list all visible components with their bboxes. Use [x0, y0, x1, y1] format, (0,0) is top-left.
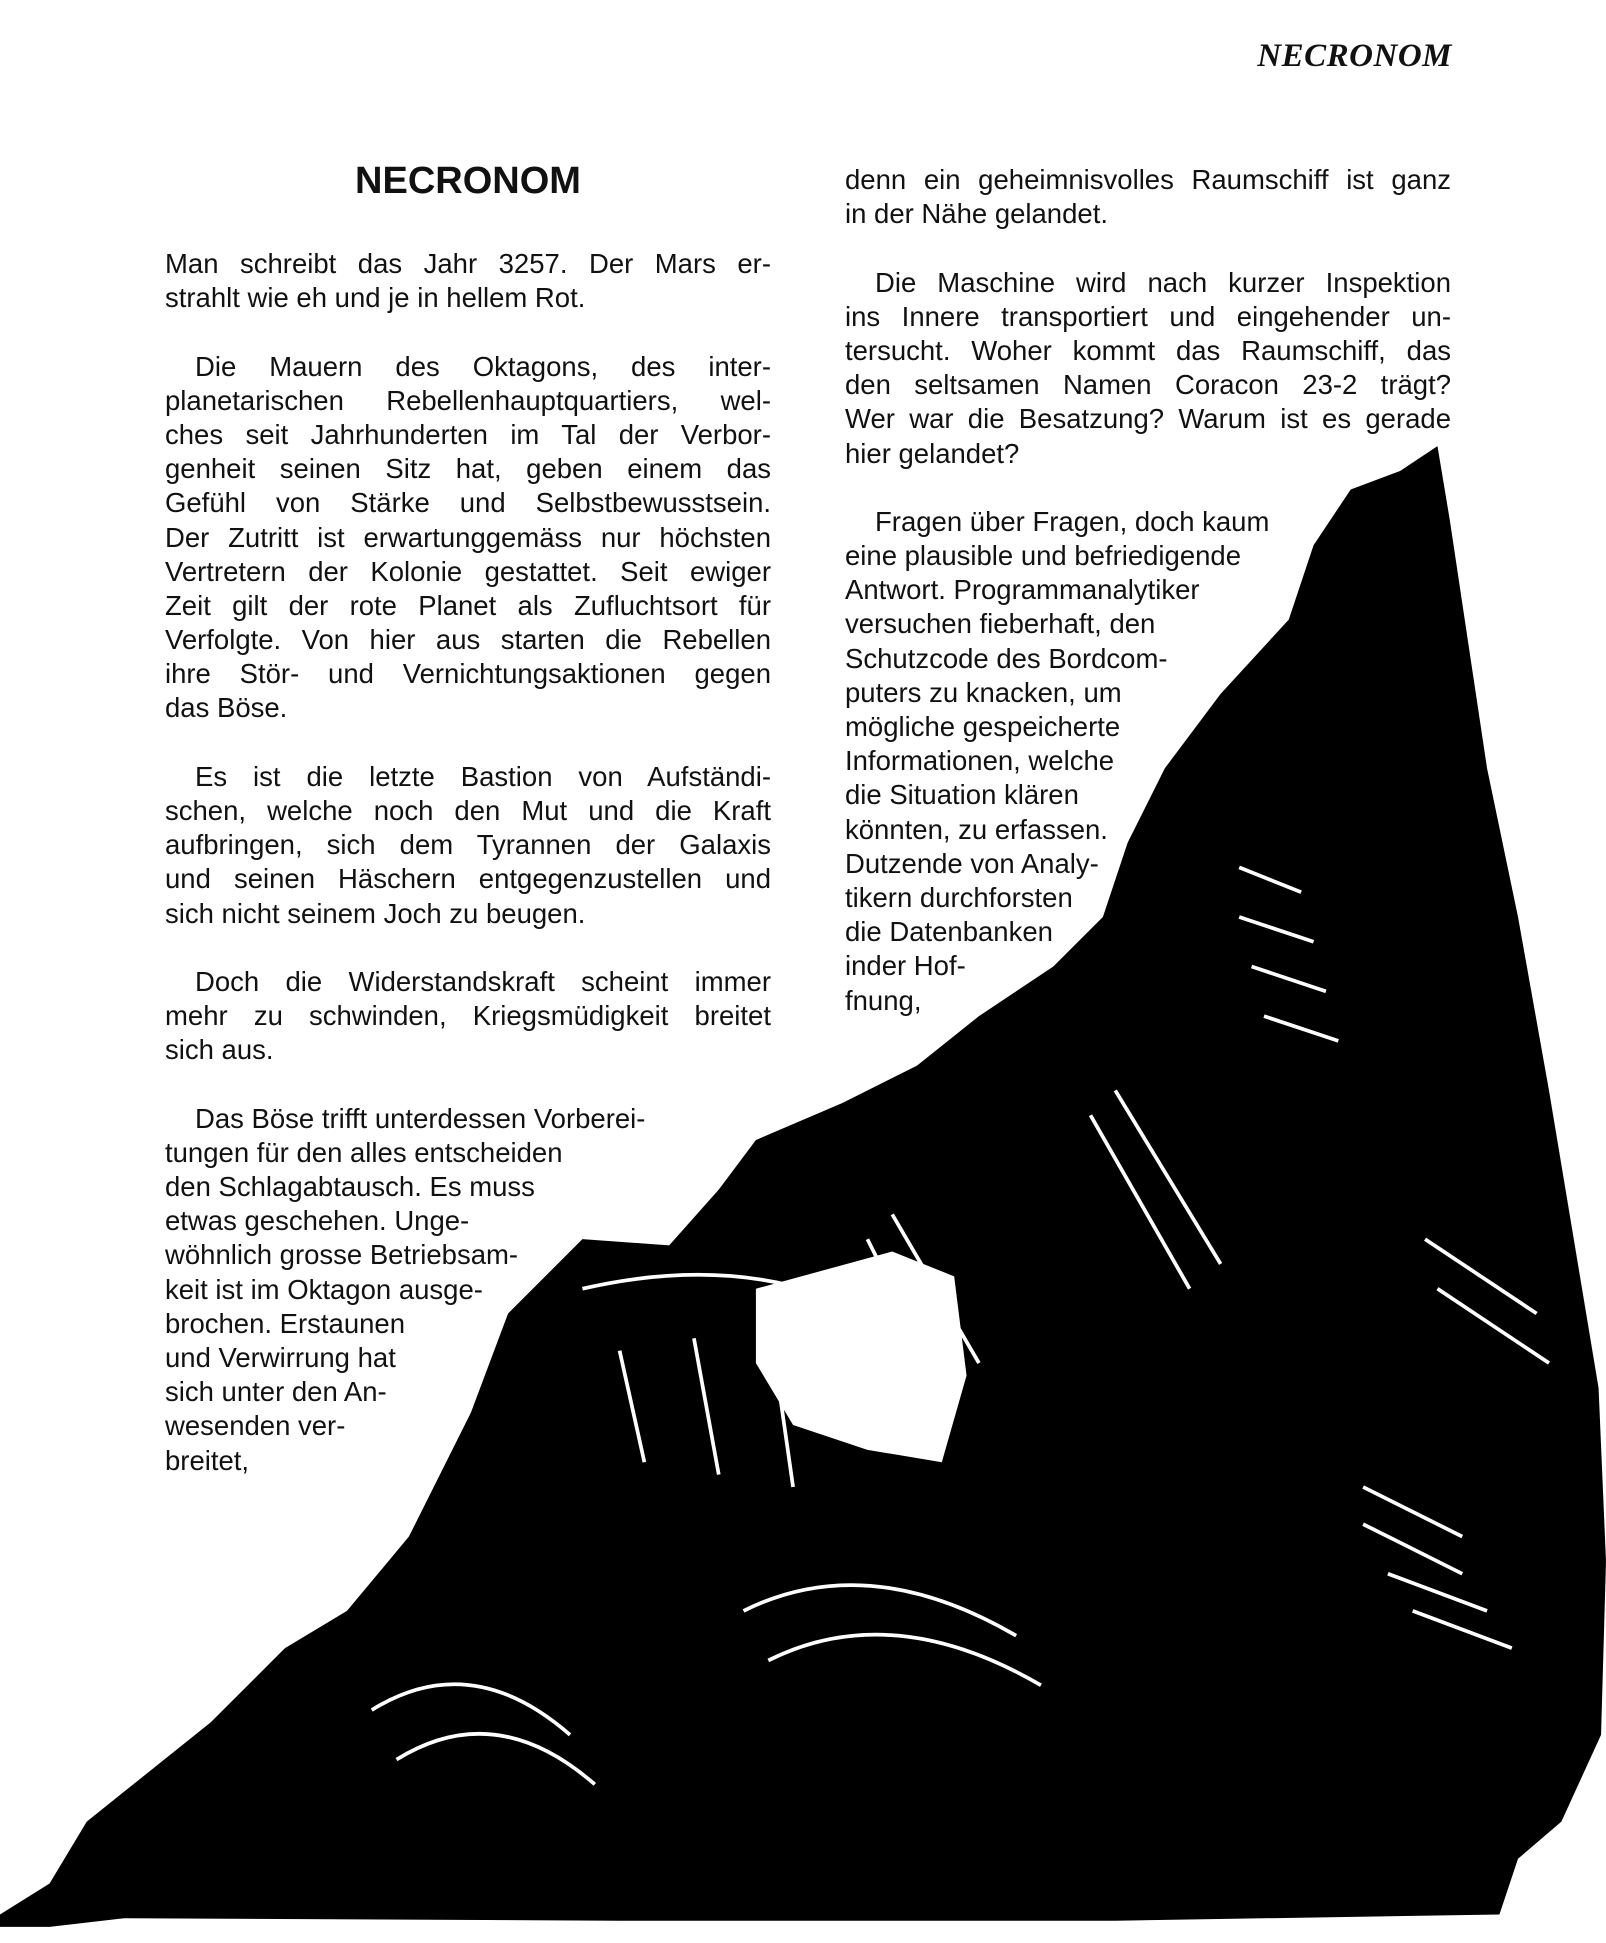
text-line: Informationen, welche	[845, 745, 1115, 777]
text-line: mehr zu schwinden, Kriegsmüdigkeit breitet	[165, 1000, 771, 1032]
text-line: Zeit gilt der rote Planet als Zufluchtsort für	[165, 589, 771, 621]
left-column	[165, 247, 771, 1512]
text-line: Vertretern der Kolonie gestattet. Seit ewiger	[165, 555, 771, 587]
text-line: sich nicht seinem Joch zu beugen.	[165, 897, 586, 929]
paragraph	[845, 163, 1451, 231]
text-line: wöhnlich grosse Betriebsam-	[165, 1239, 519, 1271]
text-line: genheit seinen Sitz hat, geben einem das	[165, 453, 771, 485]
text-line: Dutzende von Analy-	[845, 847, 1099, 879]
text-line: Fragen über Fragen, doch kaum	[875, 505, 1270, 537]
text-line: Schutzcode des Bordcom-	[845, 642, 1168, 674]
text-line: und Verwirrung hat	[165, 1342, 396, 1373]
text-line: Das Böse trifft unterdessen Vorberei-	[195, 1102, 646, 1134]
text-line: tikern durchforsten	[845, 881, 1073, 913]
paragraph	[845, 266, 1451, 471]
paragraph	[165, 350, 771, 726]
text-line: Die Maschine wird nach kurzer Inspektion	[875, 266, 1451, 298]
text-line: sich unter den An-	[165, 1376, 387, 1408]
text-line: könnten, zu erfassen.	[845, 813, 1108, 845]
page-title: NECRONOM	[355, 160, 581, 202]
text-line: sich aus.	[165, 1034, 274, 1066]
text-line: und seinen Häschern entgegenzustellen und	[165, 863, 771, 895]
text-line: etwas geschehen. Unge-	[165, 1205, 470, 1237]
text-line: keit ist im Oktagon ausge-	[165, 1273, 483, 1305]
text-line: den Schlagabtausch. Es muss	[165, 1171, 535, 1203]
text-line: in der Nähe gelandet.	[845, 198, 1108, 230]
text-line: Es ist die letzte Bastion von Aufständi-	[195, 760, 771, 792]
paragraph	[845, 505, 1451, 1018]
text-line: strahlt wie eh und je in hellem Rot.	[165, 282, 586, 314]
text-line: puters zu knacken, um	[845, 676, 1122, 708]
text-line: hier gelandet?	[845, 437, 1020, 469]
text-line: tersucht. Woher kommt das Raumschiff, das	[845, 334, 1451, 366]
text-line: denn ein geheimnisvolles Raumschiff ist ganz	[845, 164, 1451, 195]
text-line: Verfolgte. Von hier aus starten die Rebellen	[165, 624, 771, 656]
paragraph	[165, 247, 771, 315]
text-line: brochen. Erstaunen	[165, 1307, 406, 1339]
paragraph	[165, 965, 771, 1068]
text-line: ihre Stör- und Vernichtungsaktionen gegen	[165, 658, 771, 690]
text-line: die Situation klären	[845, 779, 1079, 811]
text-line: den seltsamen Namen Coracon 23-2 trägt?	[845, 369, 1451, 401]
text-line: Gefühl von Stärke und Selbstbewusstsein.	[165, 487, 771, 519]
text-line: aufbringen, sich dem Tyrannen der Galaxis	[165, 829, 771, 861]
text-line: wesenden ver-	[165, 1410, 346, 1442]
text-line: Die Mauern des Oktagons, des inter-	[195, 350, 771, 382]
text-line: Antwort. Programmanalytiker	[845, 574, 1200, 606]
text-line: tungen für den alles entscheiden	[165, 1136, 563, 1168]
paragraph	[165, 1102, 771, 1478]
right-column	[845, 163, 1451, 1052]
paragraph	[165, 760, 771, 931]
text-line: ches seit Jahrhunderten im Tal der Verbor-	[165, 418, 771, 450]
text-line: mögliche gespeicherte	[845, 711, 1121, 742]
text-line: inder Hof-	[845, 950, 966, 982]
text-line: Der Zutritt ist erwartunggemäss nur höchsten	[165, 521, 771, 553]
running-head: NECRONOM	[1257, 38, 1452, 74]
text-line: die Datenbanken	[845, 916, 1053, 948]
text-line: schen, welche noch den Mut und die Kraft	[165, 795, 771, 826]
text-line: fnung,	[845, 984, 922, 1016]
text-line: versuchen fieberhaft, den	[845, 608, 1156, 640]
text-line: planetarischen Rebellenhauptquartiers, wel-	[165, 384, 771, 416]
text-line: das Böse.	[165, 692, 288, 724]
text-line: eine plausible und befriedigende	[845, 540, 1242, 572]
text-line: Doch die Widerstandskraft scheint immer	[195, 965, 771, 997]
text-line: Man schreibt das Jahr 3257. Der Mars er-	[165, 248, 771, 279]
text-line: Wer war die Besatzung? Warum ist es gerade	[845, 403, 1451, 435]
text-line: breitet,	[165, 1444, 250, 1476]
text-line: ins Innere transportiert und eingehender un-	[845, 300, 1451, 332]
